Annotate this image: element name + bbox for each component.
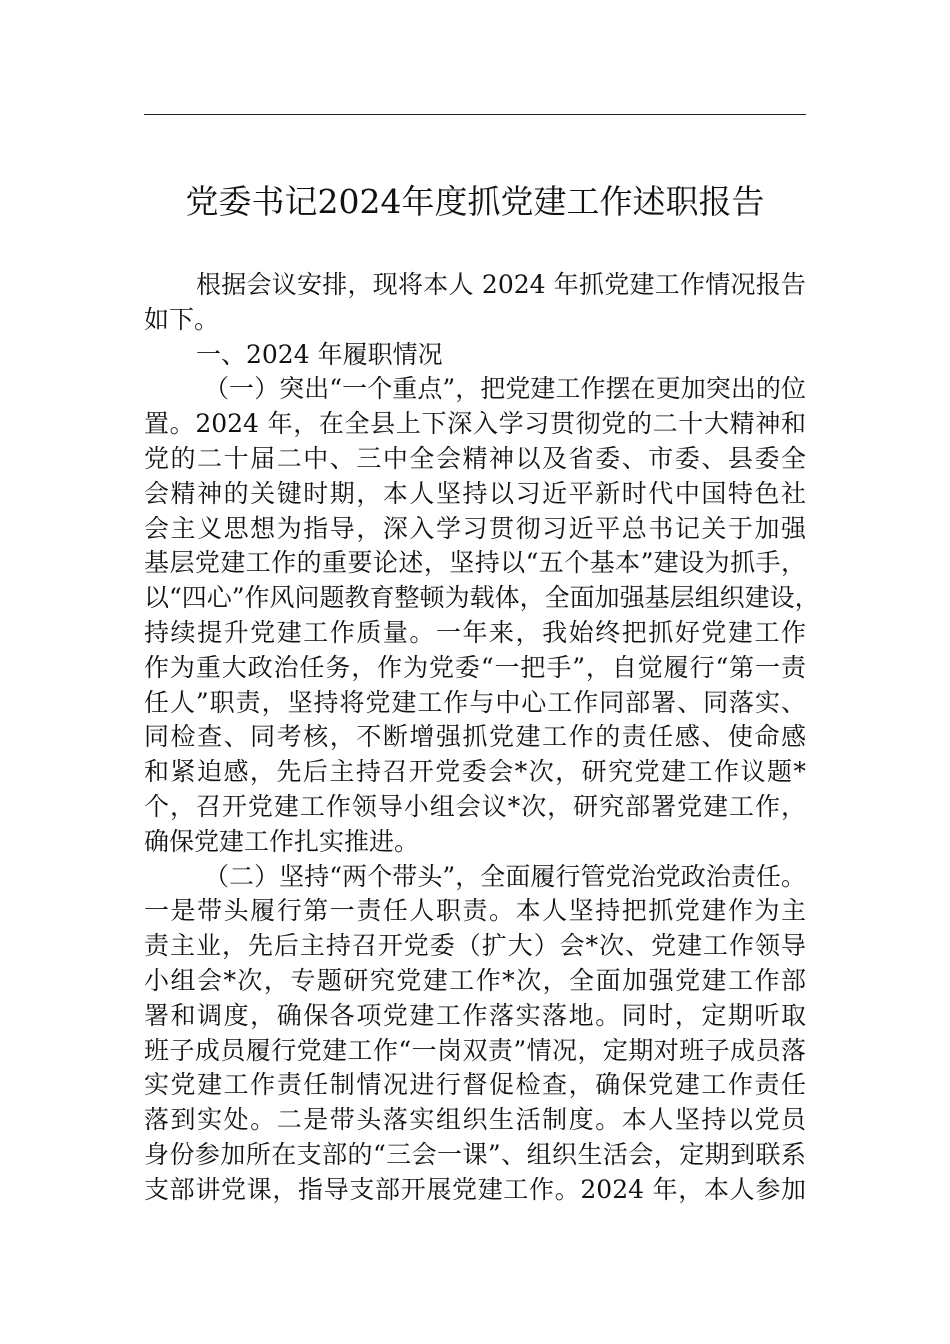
paragraph-line: 实党建工作责任制情况进行督促检查，确保党建工作责任: [144, 1070, 806, 1100]
paragraph-line: 班子成员履行党建工作“一岗双责”情况，定期对班子成员落: [144, 1035, 806, 1065]
paragraph-line: 基层党建工作的重要论述，坚持以“五个基本”建设为抓手，: [144, 548, 806, 578]
paragraph-line: 落到实处。二是带头落实组织生活制度。本人坚持以党员: [144, 1105, 806, 1135]
paragraph-line: 会精神的关键时期，本人坚持以习近平新时代中国特色社: [144, 478, 806, 508]
document-body: [144, 268, 820, 1208]
paragraph-line: 个，召开党建工作领导小组会议*次，研究部署党建工作，: [144, 791, 806, 821]
subsection-heading: （二）坚持“两个带头”，全面履行管党治党政治责任。: [204, 861, 806, 891]
document-title: 党委书记2024年度抓党建工作述职报告: [185, 182, 765, 221]
paragraph-line: 作为重大政治任务，作为党委“一把手”，自觉履行“第一责: [144, 652, 806, 682]
paragraph-line: 持续提升党建工作质量。一年来，我始终把抓好党建工作: [144, 617, 806, 647]
paragraph-line: 置。2024 年，在全县上下深入学习贯彻党的二十大精神和: [144, 409, 806, 439]
paragraph-line: 如下。: [144, 304, 220, 334]
paragraph-line: 支部讲党课，指导支部开展党建工作。2024 年，本人参加: [144, 1174, 806, 1204]
paragraph-line: 责主业，先后主持召开党委（扩大）会*次、党建工作领导: [144, 931, 806, 961]
paragraph-line: 同检查、同考核，不断增强抓党建工作的责任感、使命感: [144, 722, 806, 752]
paragraph-line: 身份参加所在支部的“三会一课”、组织生活会，定期到联系: [144, 1139, 806, 1169]
paragraph-line: 根据会议安排，现将本人 2024 年抓党建工作情况报告: [196, 270, 806, 299]
section-heading: 一、2024 年履职情况: [196, 339, 443, 369]
subsection-heading: （一）突出“一个重点”，把党建工作摆在更加突出的位: [204, 374, 806, 404]
paragraph-line: 确保党建工作扎实推进。: [144, 826, 420, 856]
paragraph-line: 小组会*次，专题研究党建工作*次，全面加强党建工作部: [144, 965, 806, 995]
paragraph-line: 会主义思想为指导，深入学习贯彻习近平总书记关于加强: [144, 513, 806, 543]
paragraph-line: 任人”职责，坚持将党建工作与中心工作同部署、同落实、: [144, 687, 806, 717]
paragraph-line: 一是带头履行第一责任人职责。本人坚持把抓党建作为主: [144, 896, 806, 926]
header-rule: [144, 114, 806, 115]
paragraph-line: 署和调度，确保各项党建工作落实落地。同时，定期听取: [144, 1000, 806, 1030]
paragraph-line: 和紧迫感，先后主持召开党委会*次，研究党建工作议题*: [144, 757, 806, 787]
paragraph-line: 党的二十届二中、三中全会精神以及省委、市委、县委全: [144, 443, 806, 473]
paragraph-line: 以“四心”作风问题教育整顿为载体，全面加强基层组织建设，: [144, 583, 820, 613]
